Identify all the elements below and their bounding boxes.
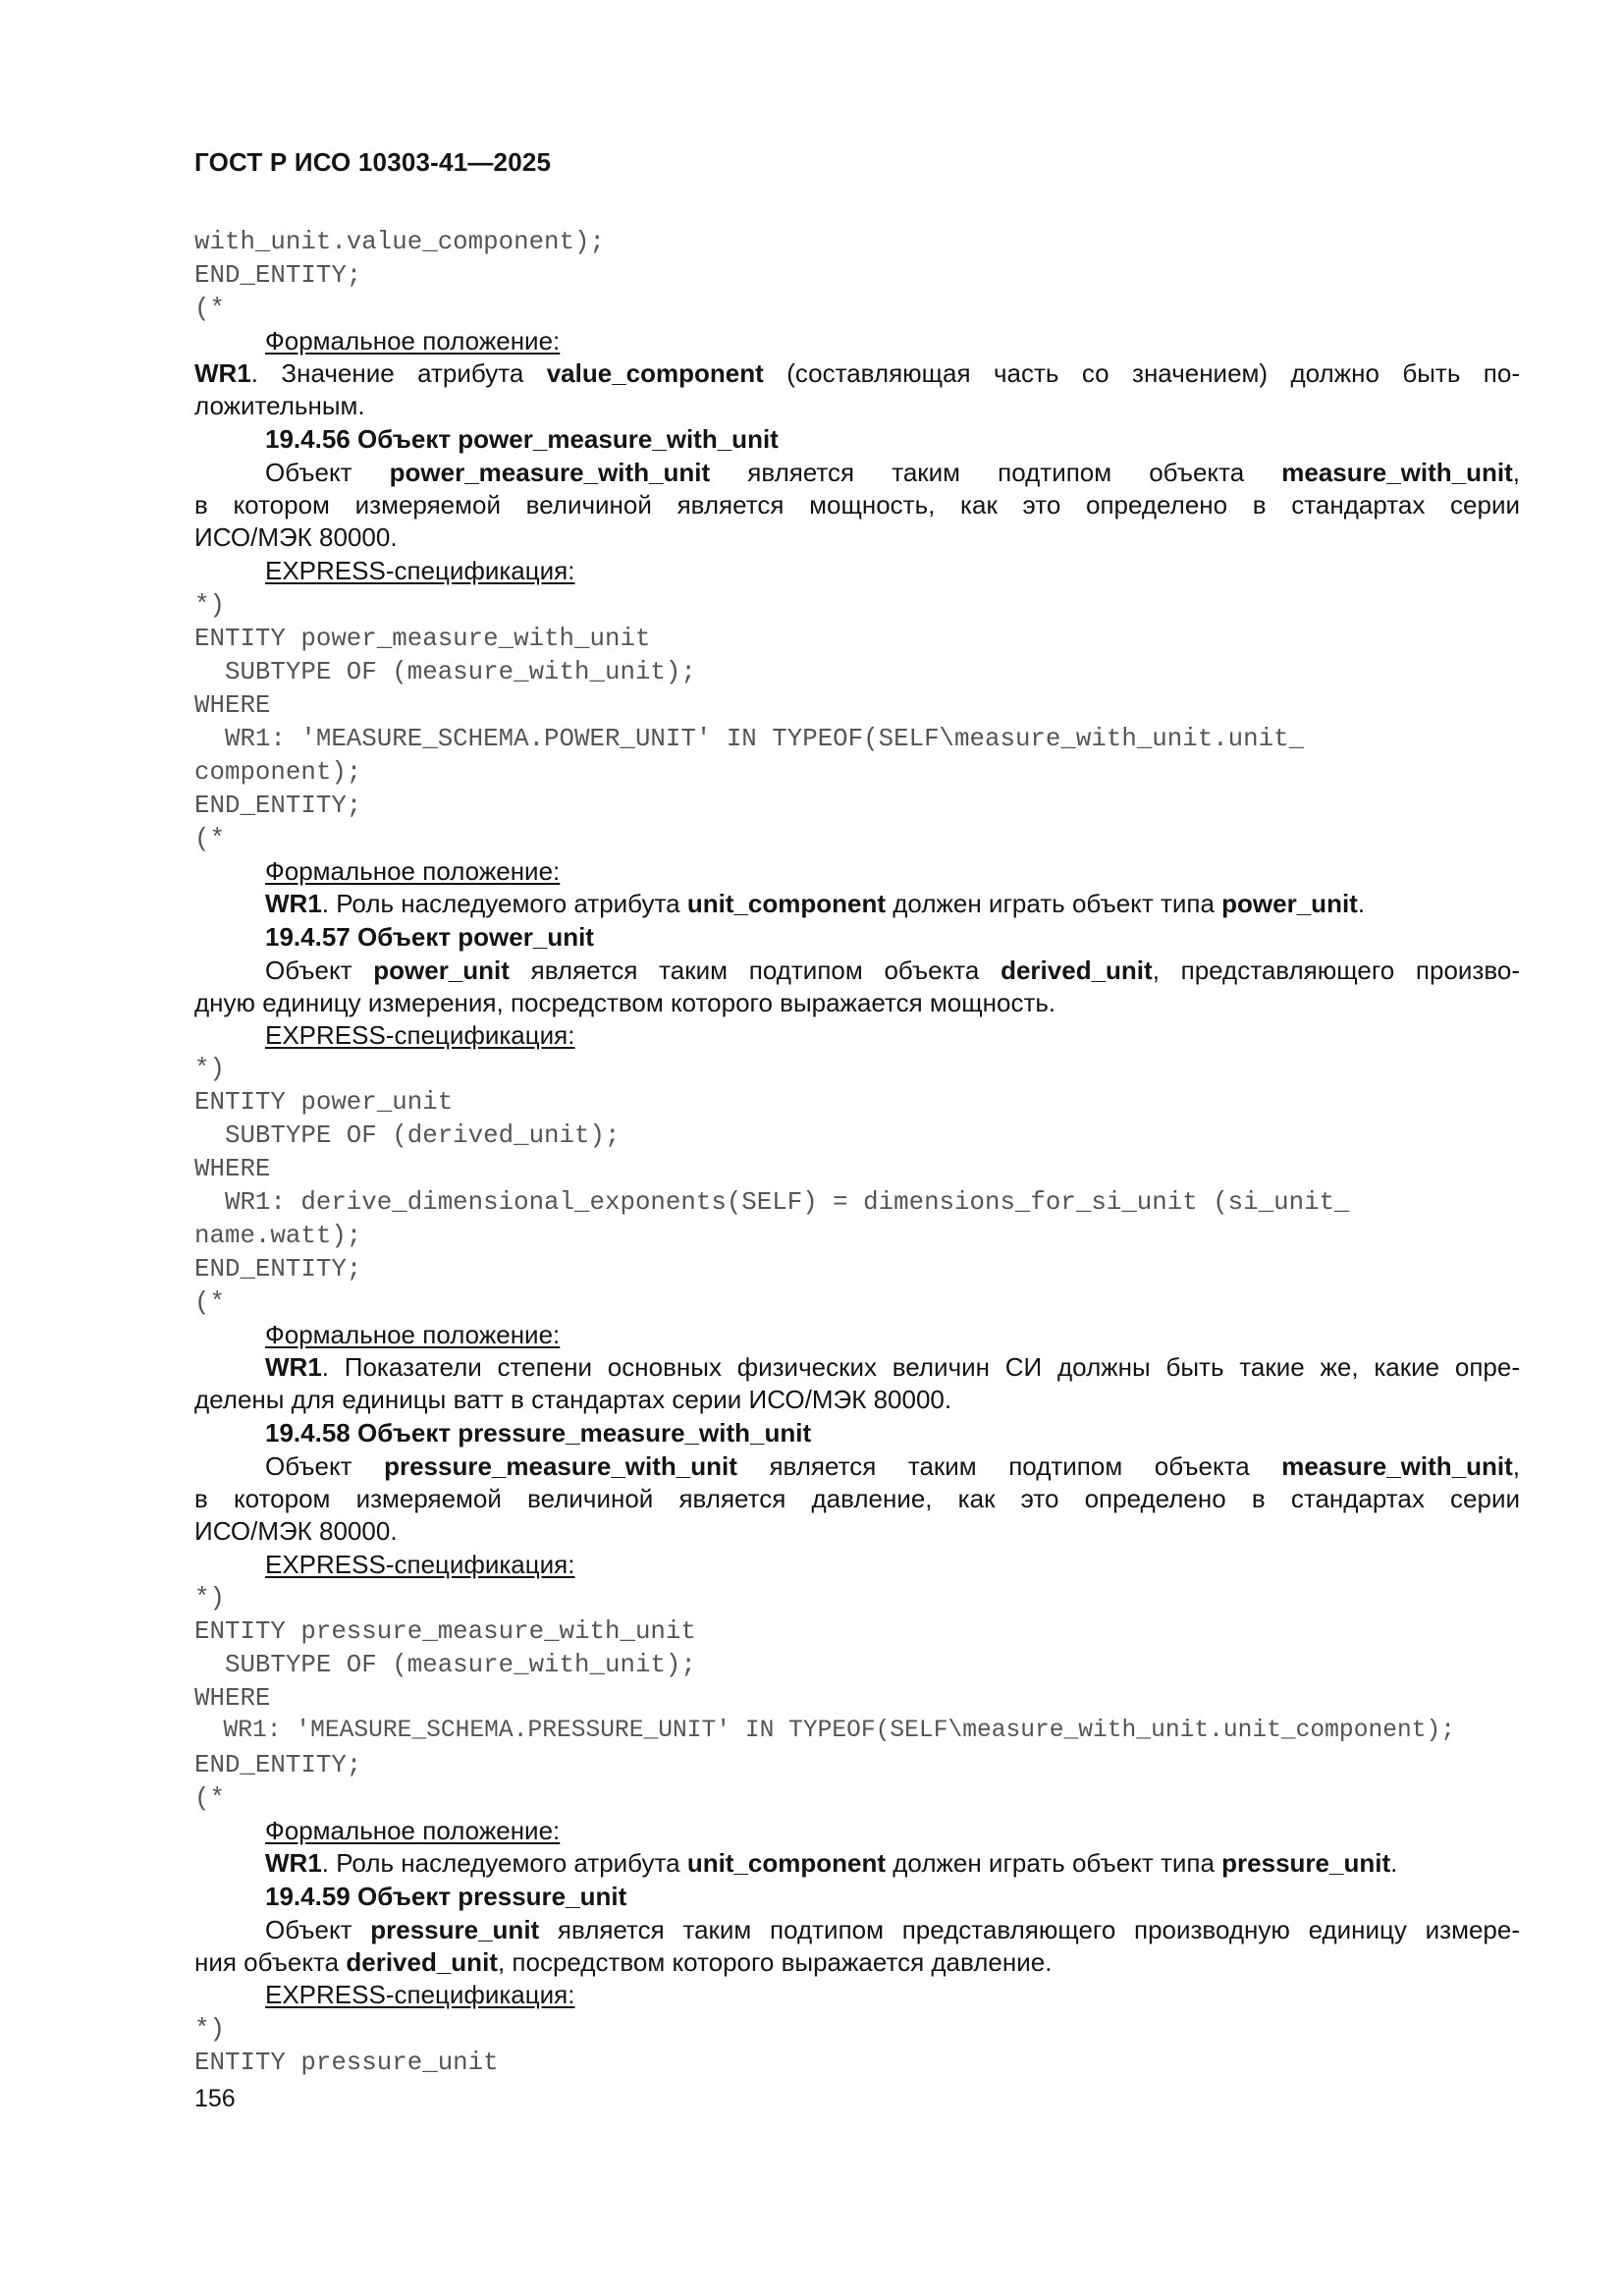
code-line: (*	[194, 825, 225, 853]
formal-statement-label: Формальное положение:	[265, 326, 561, 355]
code-line: WR1: derive_dimensional_exponents(SELF) = dimensions_for_si_unit (si_unit_	[194, 1188, 1350, 1217]
code-line: *)	[194, 591, 225, 620]
code-line: END_ENTITY;	[194, 1255, 362, 1284]
section-heading: 19.4.56 Объект power_measure_with_unit	[265, 424, 779, 454]
code-line: *)	[194, 2015, 225, 2044]
code-line: *)	[194, 1584, 225, 1613]
section-heading: 19.4.58 Объект pressure_measure_with_unit	[265, 1418, 812, 1448]
paragraph-cont: в котором измеряемой величиной является давление, как это определено в стандартах серии	[194, 1484, 1520, 1513]
paragraph-cont: в котором измеряемой величиной является мощность, как это определено в стандартах серии	[194, 490, 1520, 519]
code-line: SUBTYPE OF (measure_with_unit);	[194, 1651, 696, 1679]
code-line: *)	[194, 1055, 225, 1083]
code-line: ENTITY power_measure_with_unit	[194, 625, 651, 653]
code-line: WHERE	[194, 691, 271, 720]
paragraph: Объект power_unit является таким подтипом объекта derived_unit, представляющего произво-	[265, 956, 1520, 985]
code-line: WR1: 'MEASURE_SCHEMA.POWER_UNIT' IN TYPEOF(SELF\measure_with_unit.unit_	[194, 725, 1305, 753]
code-line: (*	[194, 1784, 225, 1813]
code-line: WR1: 'MEASURE_SCHEMA.PRESSURE_UNIT' IN TYPEOF(SELF\measure_with_unit.unit_component);	[194, 1718, 1456, 1744]
paragraph-cont: ИСО/МЭК 80000.	[194, 522, 398, 552]
code-line: END_ENTITY;	[194, 1751, 362, 1779]
code-line: ENTITY power_unit	[194, 1088, 454, 1117]
express-spec-label: EXPRESS-спецификация:	[265, 556, 575, 585]
paragraph-cont: ИСО/МЭК 80000.	[194, 1516, 398, 1546]
code-line: name.watt);	[194, 1222, 362, 1250]
wr1-statement: WR1. Показатели степени основных физических величин СИ должны быть такие же, какие опре-	[265, 1352, 1520, 1382]
paragraph: Объект pressure_unit является таким подтипом представляющего производную единицу измере-	[265, 1915, 1520, 1944]
wr1-statement-cont: делены для единицы ватт в стандартах серии ИСО/МЭК 80000.	[194, 1385, 952, 1414]
code-line: (*	[194, 295, 225, 323]
express-spec-label: EXPRESS-спецификация:	[265, 1020, 575, 1050]
formal-statement-label: Формальное положение:	[265, 1320, 561, 1349]
wr1-statement: WR1. Роль наследуемого атрибута unit_component должен играть объект типа power_unit.	[265, 889, 1366, 918]
paragraph: Объект power_measure_with_unit является таким подтипом объекта measure_with_unit,	[265, 458, 1521, 487]
section-heading: 19.4.57 Объект power_unit	[265, 922, 594, 952]
code-line: WHERE	[194, 1155, 271, 1183]
section-heading: 19.4.59 Объект pressure_unit	[265, 1882, 627, 1911]
code-line: SUBTYPE OF (derived_unit);	[194, 1121, 621, 1150]
code-line: (*	[194, 1288, 225, 1317]
wr1-statement-cont: ложительным.	[194, 391, 365, 420]
code-line: with_unit.value_component);	[194, 228, 605, 256]
formal-statement-label: Формальное положение:	[265, 1816, 561, 1845]
page-header: ГОСТ Р ИСО 10303-41—2025	[194, 147, 552, 177]
page-number: 156	[194, 2085, 236, 2112]
paragraph-cont: дную единицу измерения, посредством которого выражается мощность.	[194, 988, 1056, 1017]
paragraph: Объект pressure_measure_with_unit является таким подтипом объекта measure_with_unit,	[265, 1451, 1521, 1481]
code-line: END_ENTITY;	[194, 792, 362, 820]
code-line: END_ENTITY;	[194, 261, 362, 290]
wr1-statement: WR1. Роль наследуемого атрибута unit_component должен играть объект типа pressure_unit.	[265, 1848, 1398, 1878]
code-line: ENTITY pressure_measure_with_unit	[194, 1617, 696, 1646]
wr1-statement: WR1. Значение атрибута value_component (составляющая часть со значением) должно быть по-	[194, 358, 1520, 388]
code-line: component);	[194, 758, 362, 787]
code-line: ENTITY pressure_unit	[194, 2049, 499, 2077]
formal-statement-label: Формальное положение:	[265, 856, 561, 886]
express-spec-label: EXPRESS-спецификация:	[265, 1980, 575, 2009]
express-spec-label: EXPRESS-спецификация:	[265, 1550, 575, 1579]
code-line: WHERE	[194, 1684, 271, 1713]
paragraph-cont: ния объекта derived_unit, посредством которого выражается давление.	[194, 1947, 1053, 1977]
code-line: SUBTYPE OF (measure_with_unit);	[194, 658, 696, 686]
